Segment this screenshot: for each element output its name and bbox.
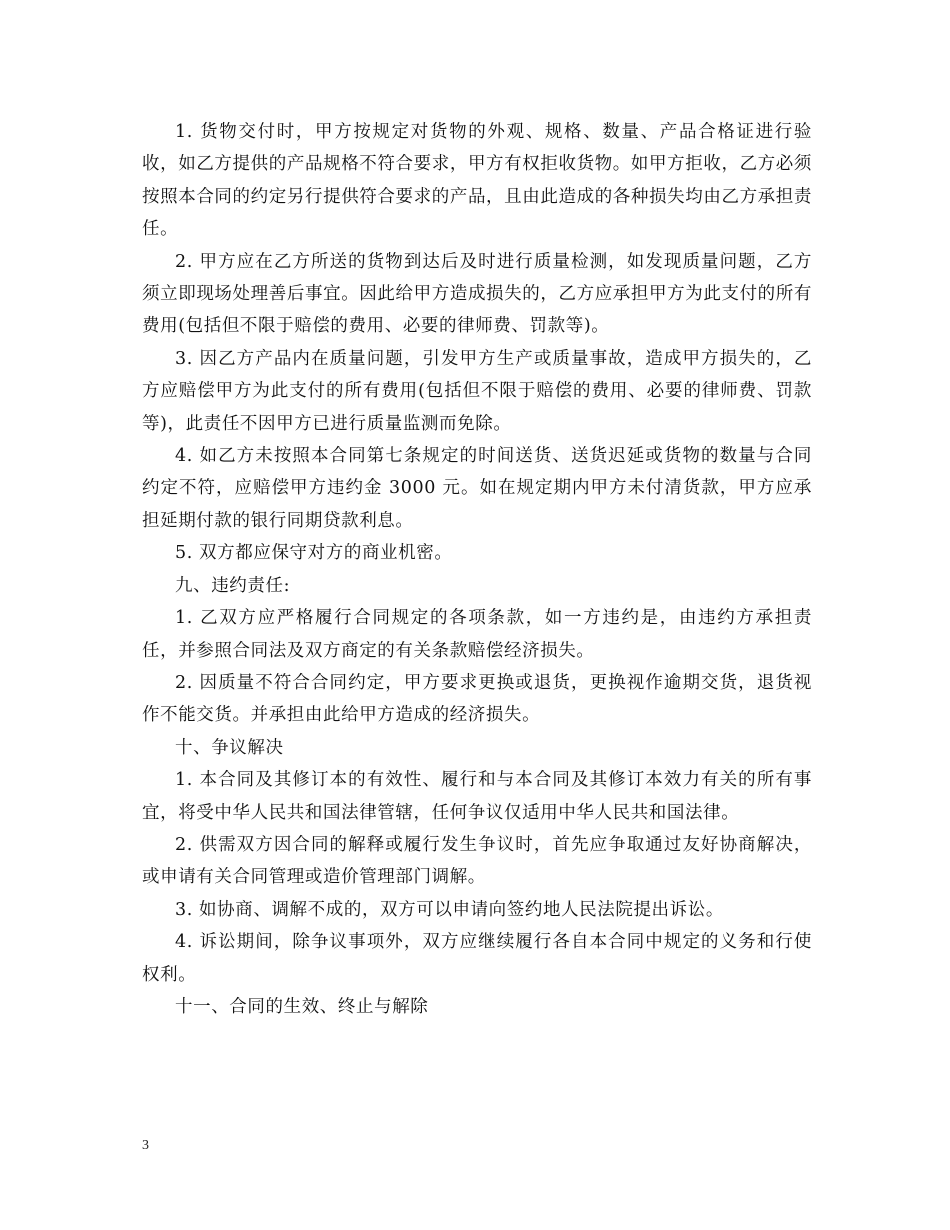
- clause-8-item-5: 5. 双方都应保守对方的商业机密。: [175, 543, 453, 564]
- clause-8-item-1: 1. 货物交付时，甲方按规定对货物的外观、规格、数量、产品合格证进行验收，如乙方提供的产品规格不符合要求，甲方有权拒收货物。如甲方拒收，乙方必须按照本合同的约定另行提供符合要求的产品，且由此造成的各种损失均由乙方承担责任。: [142, 122, 812, 240]
- page-number: 3: [142, 1138, 149, 1153]
- section-heading-termination: 十一、合同的生效、终止与解除: [175, 996, 429, 1017]
- clause-9-item-2: 2. 因质量不符合合同约定，甲方要求更换或退货，更换视作逾期交货，退货视作不能交货。并承担由此给甲方造成的经济损失。: [142, 672, 812, 726]
- document-body: [142, 116, 812, 1023]
- clause-8-item-2: 2. 甲方应在乙方所送的货物到达后及时进行质量检测，如发现质量问题，乙方须立即现场处理善后事宜。因此给甲方造成损失的，乙方应承担甲方为此支付的所有费用(包括但不限于赔偿的费用、必要的律师费、罚款等)。: [142, 251, 812, 337]
- clause-8-item-4: 4. 如乙方未按照本合同第七条规定的时间送货、送货迟延或货物的数量与合同约定不符，应赔偿甲方违约金 3000 元。如在规定期内甲方未付清货款，甲方应承担延期付款的银行同期贷款利息。: [142, 446, 812, 531]
- clause-10-item-4: 4. 诉讼期间，除争议事项外，双方应继续履行各自本合同中规定的义务和行使权利。: [142, 932, 812, 985]
- section-heading-dispute: 十、争议解决: [175, 737, 284, 758]
- section-heading-breach: 九、违约责任:: [175, 575, 291, 596]
- clause-9-item-1: 1. 乙双方应严格履行合同规定的各项条款，如一方违约是，由违约方承担责任，并参照合同法及双方商定的有关条款赔偿经济损失。: [142, 608, 812, 661]
- clause-8-item-3: 3. 因乙方产品内在质量问题，引发甲方生产或质量事故，造成甲方损失的，乙方应赔偿甲方为此支付的所有费用(包括但不限于赔偿的费用、必要的律师费、罚款等)，此责任不因甲方已进行质量监测而免除。: [142, 348, 812, 434]
- clause-10-item-3: 3. 如协商、调解不成的，双方可以申请向签约地人民法院提出诉讼。: [175, 899, 724, 920]
- clause-10-item-2: 2. 供需双方因合同的解释或履行发生争议时，首先应争取通过友好协商解决，或申请有关合同管理或造价管理部门调解。: [142, 834, 812, 888]
- clause-10-item-1: 1. 本合同及其修订本的有效性、履行和与本合同及其修订本效力有关的所有事宜，将受中华人民共和国法律管辖，任何争议仅适用中华人民共和国法律。: [142, 770, 812, 823]
